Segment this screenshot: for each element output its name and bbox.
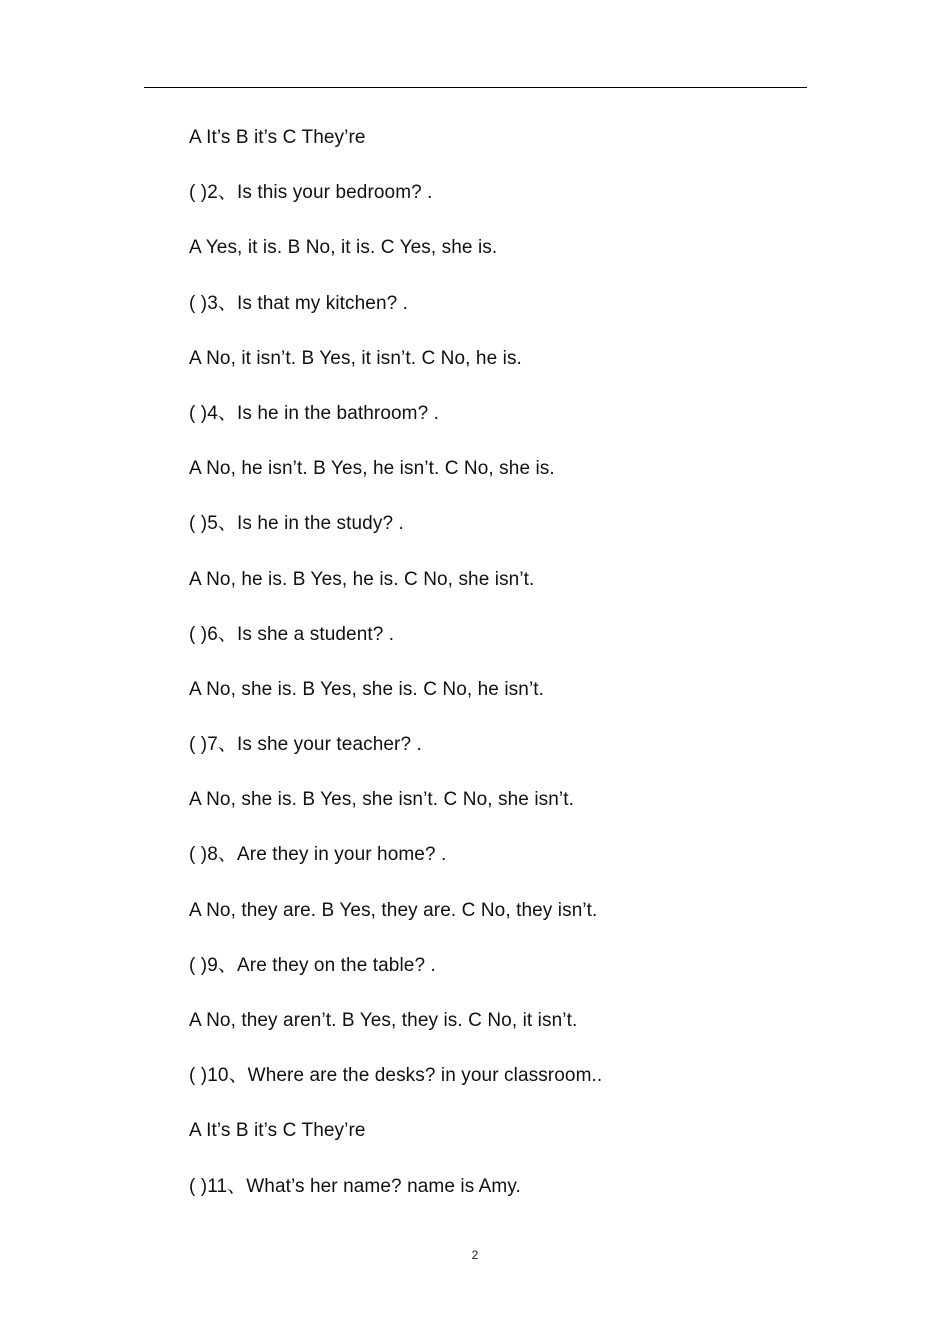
answer-options-4: A No, he isn’t. B Yes, he isn’t. C No, she is. (189, 458, 555, 480)
answer-options-2: A Yes, it is. B No, it is. C Yes, she is. (189, 237, 498, 259)
question-5: ( )5、Is he in the study? . (189, 513, 404, 535)
question-3: ( )3、Is that my kitchen? . (189, 292, 409, 314)
question-2: ( )2、Is this your bedroom? . (189, 182, 433, 204)
answer-options-8: A No, they are. B Yes, they are. C No, they isn’t. (189, 899, 598, 921)
answer-options-10: A It’s B it’s C They’re (189, 1120, 366, 1142)
question-10: ( )10、Where are the desks? in your classroom.. (189, 1065, 603, 1087)
document-body (189, 124, 829, 1228)
page-number: 2 (471, 1248, 479, 1262)
answer-options-9: A No, they aren’t. B Yes, they is. C No, it isn’t. (189, 1010, 578, 1031)
question-9: ( )9、Are they on the table? . (189, 954, 436, 976)
question-6: ( )6、Is she a student? . (189, 623, 395, 645)
answer-options-5: A No, he is. B Yes, he is. C No, she isn’t. (189, 568, 535, 590)
answer-options-7: A No, she is. B Yes, she isn’t. C No, she isn’t. (189, 789, 574, 811)
answer-options-1: A It’s B it’s C They’re (189, 127, 366, 148)
question-4: ( )4、Is he in the bathroom? . (189, 402, 440, 424)
question-7: ( )7、Is she your teacher? . (189, 734, 422, 756)
question-8: ( )8、Are they in your home? . (189, 844, 447, 866)
header-rule (144, 87, 807, 88)
question-11: ( )11、What’s her name? name is Amy. (189, 1175, 521, 1197)
answer-options-3: A No, it isn’t. B Yes, it isn’t. C No, he is. (189, 347, 522, 369)
answer-options-6: A No, she is. B Yes, she is. C No, he isn’t. (189, 678, 545, 700)
